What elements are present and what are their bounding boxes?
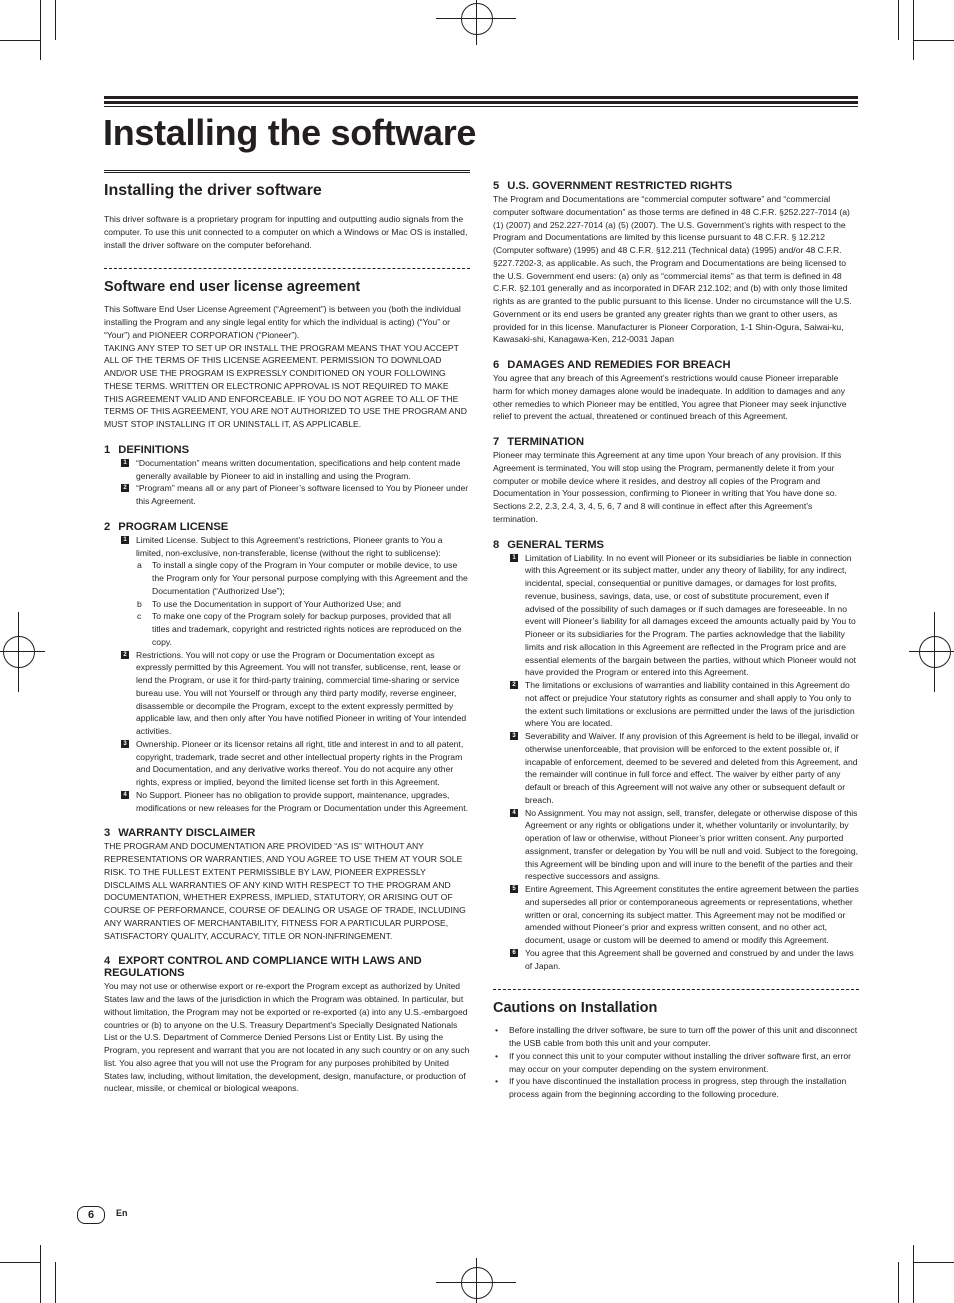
bullet-item: • Before installing the driver software, be sure to turn off the power of this unit and disconnect the USB cable from both this unit and your computer. — [495, 1025, 858, 1048]
sub-item: a To install a single copy of the Program in Your computer or mobile device, to use the Program only for Your personal purpose complying with this Agreement and the Documentation (“Authorized Use”); — [137, 560, 468, 596]
crop-mark — [55, 1262, 56, 1303]
list-item: 2 Restrictions. You will not copy or use the Program or Documentation except as expressly permitted by this Agreement. You will not transfer, sublicense, rent, lease or lend the Program, or use it for third-party training, commercial time-sharing or service bureau use. You will not Yourself or through any third party modify, reverse engineer, disassemble or decompile the Program, except to the extent expressly permitted by applicable law, and then only after You have notified Pioneer in writing of Your intended activities. — [104, 649, 470, 738]
crop-mark — [913, 1245, 914, 1303]
section-heading-program-license: 2 PROGRAM LICENSE — [104, 520, 229, 533]
bullet-item: • If you connect this unit to your computer without installing the driver software first, an error may occur on your computer depending on the system environment. — [495, 1050, 851, 1074]
driver-intro: This driver software is a proprietary program for inputting and outputting audio signals from the computer. To use this unit connected to a computer on which a Windows or Mac OS is installed, install the driver software on the computer beforehand. — [104, 214, 468, 250]
crop-mark — [40, 1245, 41, 1303]
dashed-divider — [493, 989, 859, 990]
crop-mark — [55, 0, 56, 40]
crop-mark — [898, 0, 899, 40]
sub-item: c To make one copy of the Program solely for backup purposes, provided that all titles and trademark, copyright and restricted rights notices are reproduced on the copy. — [137, 611, 462, 647]
sub-item: b To use the Documentation in support of Your Authorized Use; and — [137, 598, 401, 609]
driver-heading: Installing the driver software — [104, 182, 322, 199]
page-number: 6 — [77, 1206, 105, 1224]
export-text: You may not use or otherwise export or re-export the Program except as authorized by United States law and the laws of the jurisdiction in which the Program was obtained. In particular, but without limitation, the Program may not be exported or re-exported (a) into any U.S.-embargoed countries or (b) to anyone on the U.S. Treasury Department’s Specially Designated Nationals List or the U.S. Department of Commerce Denied Persons List or Entity List. By using the Program, you represent and warrant that you are not located in any such country or on any such list. You also agree that you will not use the Program for any purposes prohibited by United States law, including, without limitation, the development, design, manufacture, or production of nuclear, missile, or chemical or biological weapons. — [104, 981, 470, 1094]
crop-mark — [914, 40, 954, 41]
crop-mark — [898, 1262, 899, 1303]
section-heading-export: 4 EXPORT CONTROL AND COMPLIANCE WITH LAWS AND REGULATIONS — [104, 955, 422, 980]
language-code: En — [116, 1208, 128, 1218]
left-column — [104, 170, 470, 1095]
crop-mark — [914, 1262, 954, 1263]
list-item: 1 “Documentation” means written documentation, specifications and help content made generally available by Pioneer to aid in installing and using the Program. — [104, 457, 470, 483]
list-item: 6 You agree that this Agreement shall be governed and construed by and under the laws of Japan. — [493, 947, 859, 973]
section-heading-damages: 6 DAMAGES AND REMEDIES FOR BREACH — [493, 359, 731, 371]
termination-text: Pioneer may terminate this Agreement at any time upon Your breach of any provision. If this Agreement is terminated, You will stop using the Program, permanently delete it from your computer or mobile device where it resides, and destroy all copies of the Program and Documentation in Your possession, confirming to Pioneer in writing that You have done so. Sections 2.2, 2.3, 2.4, 3, 4, 5, 6, 7 and 8 will continue in effect after this Agreement’s termination. — [493, 450, 842, 524]
crop-mark — [0, 40, 40, 41]
crop-mark — [913, 0, 914, 60]
damages-text: You agree that any breach of this Agreement’s restrictions would cause Pioneer irreparable harm for which money damages alone would be inadequate. In addition to damages and any other remedies to which Pioneer may be entitled, You agree that Pioneer may seek injunctive relief to prevent the actual, threatened or continued breach of this Agreement. — [493, 373, 847, 422]
list-item: 1 Limitation of Liability. In no event will Pioneer or its subsidiaries be liable in connection with this Agreement or its subject matter, under any theory of liability, for any indirect, incidental, special, consequential or punitive damages, or damages for lost profits, revenue, business, savings, data, use, or cost of substitute procurement, even if advised of the possibility of such damages or if such damages are foreseeable. In no event will Pioneer’s liability for all damages exceed the amounts actually paid by You to Pioneer or its subsidiaries for the Program. The parties acknowledge that the liability limits and risk allocation in this Agreement are reflected in the Program price and are essential elements of the bargain between the parties, without which Pioneer would not have provided the Program or entered into this Agreement. — [493, 552, 859, 680]
dashed-divider — [104, 268, 470, 269]
list-item: 1 Limited License. Subject to this Agreement’s restrictions, Pioneer grants to You a limited, non-exclusive, non-transferable, license (without the right to sublicense): — [104, 534, 470, 560]
warranty-text: THE PROGRAM AND DOCUMENTATION ARE PROVIDED “AS IS” WITHOUT ANY REPRESENTATIONS OR WARRANTIES, AND YOU AGREE TO USE THEM AT YOUR SOLE RISK. TO THE FULLEST EXTENT PERMISSIBLE BY LAW, PIONEER EXPRESSLY DISCLAIMS ALL WARRANTIES OF ANY KIND WITH RESPECT TO THE PROGRAM AND DOCUMENTATION, WHETHER EXPRESS, IMPLIED, STATUTORY, OR ARISING OUT OF COURSE OF PERFORMANCE, COURSE OF DEALING OR USAGE OF TRADE, INCLUDING ANY WARRANTIES OF MERCHANTABILITY, FITNESS FOR A PARTICULAR PURPOSE, SATISFACTORY QUALITY, ACCURACY, TITLE OR NON-INFRINGEMENT. — [104, 841, 466, 941]
list-item: 5 Entire Agreement. This Agreement constitutes the entire agreement between the parties and supersedes all prior or contemporaneous agreements or representations, whether written or oral, concerning its subject matter. This Agreement may not be modified or amended without Pioneer’s prior and express written consent, and no other act, document, usage or custom will be deemed to amend or modify this Agreement. — [493, 883, 859, 947]
list-item: 2 The limitations or exclusions of warranties and liability contained in this Agreement do not affect or prejudice Your statutory rights as consumer and shall apply to You only to the extent such limitations or exclusions are permitted under the laws of the jurisdiction where You are located. — [493, 679, 859, 730]
list-item: 2 “Program” means all or any part of Pioneer’s software licensed to You by Pioneer under this Agreement. — [104, 482, 470, 508]
eula-intro: This Software End User License Agreement (“Agreement”) is between you (both the individual installing the Program and any single legal entity for which the individual is acting) (“You” or “Your”) and PIONEER CORPORATION (“Pioneer”). — [104, 304, 461, 340]
section-rule — [104, 170, 470, 176]
right-column — [493, 180, 859, 1101]
eula-caps-notice: TAKING ANY STEP TO SET UP OR INSTALL THE PROGRAM MEANS THAT YOU ACCEPT ALL OF THE TERMS OF THIS LICENSE AGREEMENT. PERMISSION TO DOWNLOAD AND/OR USE THE PROGRAM IS EXPRESSLY CONDITIONED ON YOUR FOLLOWING THESE TERMS. WRITTEN OR ELECTRONIC APPROVAL IS NOT REQUIRED TO MAKE THIS AGREEMENT VALID AND ENFORCEABLE. IF YOU DO NOT AGREE TO ALL OF THE TERMS OF THIS AGREEMENT, YOU ARE NOT AUTHORIZED TO USE THE PROGRAM AND MUST STOP INSTALLING IT OR UNINSTALL IT, AS APPLICABLE. — [104, 342, 467, 429]
list-item: 3 Severability and Waiver. If any provision of this Agreement is held to be illegal, invalid or otherwise unenforceable, that provision will be enforced to the extent possible or, if incapable of enforcement, deemed to be severed and deleted from this Agreement, and the remainder will continue in full force and effect. The waiver by either party of any default or breach of this Agreement will not waive any other or subsequent default or breach. — [493, 730, 859, 807]
bullet-item: • If you have discontinued the installation process in progress, step through the installation process again from the beginning according to the following procedure. — [495, 1076, 847, 1099]
list-item: 3 Ownership. Pioneer or its licensor retains all right, title and interest in and to all patent, copyright, trademark, trade secret and other intellectual property rights in the Program and Documentation, and any derivative works thereof. You do not acquire any other rights, express or implied, beyond the limited license set forth in this Agreement. — [104, 738, 470, 789]
section-heading-termination: 7 TERMINATION — [493, 436, 585, 448]
crop-mark — [40, 0, 41, 60]
list-item: 4 No Assignment. You may not assign, sell, transfer, delegate or otherwise dispose of this Agreement or any rights or obligations under it, whether voluntarily or involuntarily, by operation of law or otherwise, without Pioneer’s prior written consent. Any purported assignment, transfer or delegation by You will be null and void. Subject to the foregoing, this Agreement will be binding upon and will inure to the benefit of the parties and their respective successors and assigns. — [493, 807, 859, 884]
section-heading-gov-rights: 5 U.S. GOVERNMENT RESTRICTED RIGHTS — [493, 180, 733, 192]
section-heading-warranty: 3 WARRANTY DISCLAIMER — [104, 827, 256, 840]
cautions-heading: Cautions on Installation — [493, 1000, 658, 1017]
section-heading-general-terms: 8 GENERAL TERMS — [493, 538, 604, 551]
section-heading-definitions: 1 DEFINITIONS — [104, 443, 190, 456]
crop-mark — [0, 1262, 40, 1263]
header-rule — [104, 96, 858, 107]
page-title: Installing the software — [103, 112, 477, 153]
eula-heading: Software end user license agreement — [104, 279, 361, 296]
list-item: 4 No Support. Pioneer has no obligation to provide support, maintenance, upgrades, modifications or new releases for the Program or Documentation under this Agreement. — [104, 789, 470, 815]
gov-rights-text: The Program and Documentations are “commercial computer software” and “commercial computer software documentation” as those terms are defined in 48 C.F.R. §252.227-7014 (a) (1) (2007) and 252.227-7014 (a) (5) (2007). The U.S. Government’s rights with respect to the Program and Documentations are limited by this license pursuant to 48 C.F.R. § 12.212 (Computer software) (1995) and 48 C.F.R. §12.211 (Technical data) (1995) and/or 48 C.F.R. §227.7202-3, as applicable. As such, the Program and Documentations are being licensed to the U.S. Government end users: (a) only as “commercial items” as that term is defined in 48 C.F.R. §2.101 generally and as incorporated in DFAR 212.102; and (b) with only those limited rights as are granted to the public pursuant to this license. Under no circumstance will the U.S. Government or its end users be granted any greater rights than we grant to other users, as provided for in this license. Manufacturer is Pioneer Corporation, 1-1 Shin-Ogura, Saiwai-ku, Kawasaki-shi, Kanagawa-Ken, 212-0031 Japan — [493, 194, 852, 345]
